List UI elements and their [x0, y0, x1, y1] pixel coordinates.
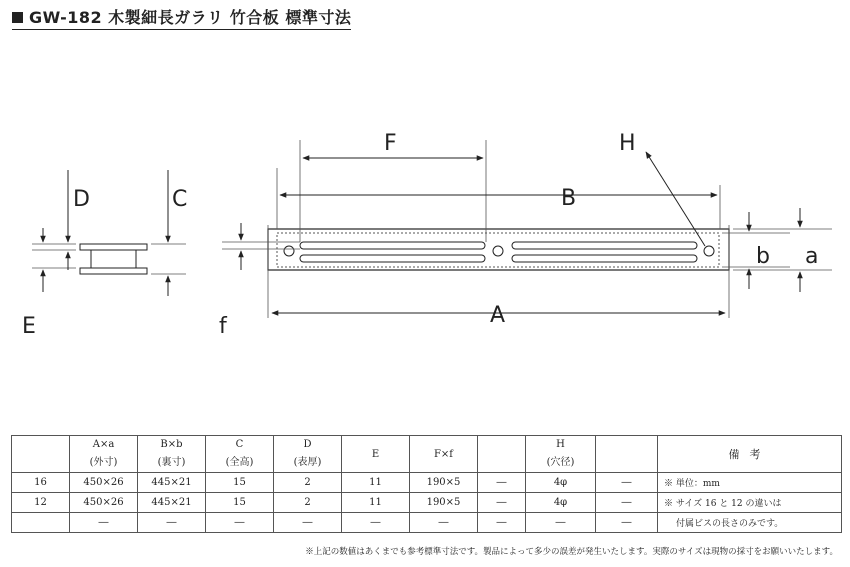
header-cell: E: [342, 436, 410, 473]
header-cell: F×f: [410, 436, 478, 473]
label-D: D: [73, 187, 90, 212]
title-text: GW-182 木製細長ガラリ 竹合板 標準寸法: [29, 8, 352, 27]
dim-line-H: [646, 152, 705, 246]
profile-bottom-plate: [80, 268, 147, 274]
header-cell: D (表厚): [274, 436, 342, 473]
header-cell: A×a (外寸): [70, 436, 138, 473]
note-screw-length: 付属ビスの長さのみです。: [658, 513, 842, 533]
header-cell: C (全高): [206, 436, 274, 473]
footnote: ※上記の数値はあくまでも参考標準寸法です。製品によって多少の誤差が発生いたします。実際のサイズは現物の採寸をお願いいたします。: [305, 547, 838, 557]
slot-left-bottom: [300, 255, 485, 262]
header-cell: H (穴径): [526, 436, 596, 473]
label-f: f: [219, 314, 227, 339]
label-E: E: [22, 314, 36, 339]
header-size: [12, 436, 70, 473]
table-row: 12 450×26 445×21 15 2 11 190×5 ― 4φ ― ※ サイズ 16 と 12 の違いは: [12, 493, 842, 513]
label-a: a: [805, 244, 819, 269]
table-row: 16 450×26 445×21 15 2 11 190×5 ― 4φ ― ※ 単位：mm: [12, 473, 842, 493]
slot-right-top: [512, 242, 697, 249]
note-unit: ※ 単位：mm: [658, 473, 842, 493]
screw-hole-left: [284, 246, 294, 256]
slot-left-top: [300, 242, 485, 249]
header-cell: [478, 436, 526, 473]
spec-table: [11, 435, 842, 533]
note-size-difference: ※ サイズ 16 と 12 の違いは: [658, 493, 842, 513]
label-C: C: [172, 187, 188, 212]
profile-top-plate: [80, 244, 147, 250]
header-remarks: 備考: [658, 436, 842, 473]
label-B: B: [561, 186, 577, 211]
label-H: H: [619, 131, 636, 156]
label-F: F: [384, 131, 397, 156]
slot-right-bottom: [512, 255, 697, 262]
label-b: b: [756, 244, 770, 269]
table-row: ― ― ― ― ― ― ― ― ― 付属ビスの長さのみです。: [12, 513, 842, 533]
header-cell: B×b (裏寸): [138, 436, 206, 473]
header-cell: [596, 436, 658, 473]
screw-hole-right: [704, 246, 714, 256]
label-A: A: [490, 303, 506, 328]
screw-hole-center: [493, 246, 503, 256]
